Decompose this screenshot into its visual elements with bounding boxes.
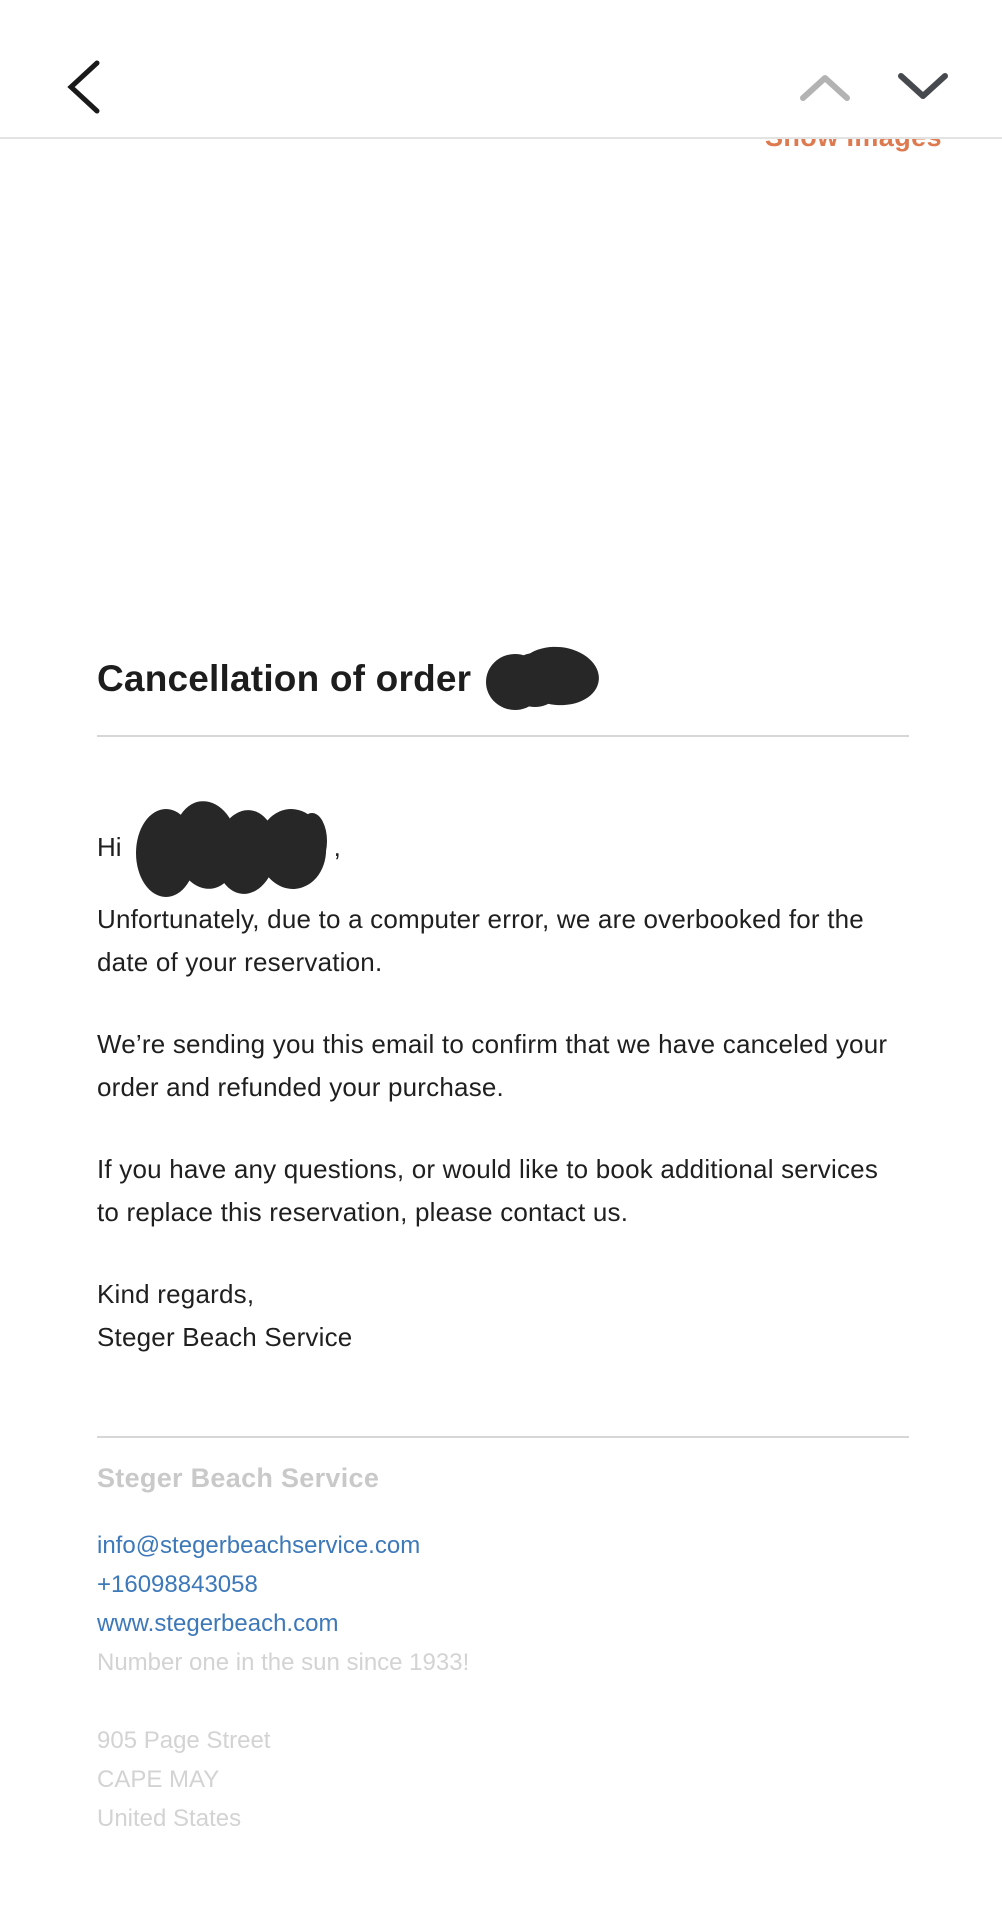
address-city: CAPE MAY [97, 1766, 220, 1793]
greeting-text: Hi [97, 832, 122, 862]
address-country: United States [97, 1805, 242, 1832]
email-subject [97, 643, 957, 715]
signoff-block [97, 1273, 899, 1359]
subject-divider [97, 735, 909, 737]
back-button[interactable] [50, 50, 112, 124]
signoff-text: Kind regards, [97, 1279, 255, 1309]
redacted-order-number [485, 646, 600, 712]
email-subject-text: Cancellation of order [97, 658, 472, 699]
body-paragraph-1: Unfortunately, due to a computer error, we are overbooked for the date of your reservation. [97, 904, 864, 977]
footer-address [97, 1721, 270, 1838]
signature-text: Steger Beach Service [97, 1322, 353, 1352]
body-paragraph-2: We’re sending you this email to confirm that we have canceled your order and refunded your purchase. [97, 1029, 888, 1102]
footer-phone-link[interactable]: +16098843058 [97, 1571, 258, 1598]
greeting-punctuation: , [333, 832, 341, 862]
next-message-button[interactable] [890, 62, 956, 112]
back-icon [59, 59, 103, 115]
chevron-up-icon [798, 70, 852, 104]
address-street: 905 Page Street [97, 1727, 271, 1754]
top-navigation-bar [0, 0, 1002, 139]
greeting-line [97, 795, 341, 899]
footer-email-link[interactable]: info@stegerbeachservice.com [97, 1532, 421, 1559]
footer-tagline: Number one in the sun since 1933! [97, 1649, 470, 1676]
previous-message-button[interactable] [792, 62, 858, 112]
footer-website-link[interactable]: www.stegerbeach.com [97, 1610, 339, 1637]
redacted-recipient-name [134, 797, 330, 901]
footer-company-name: Steger Beach Service [97, 1463, 380, 1493]
footer-divider [97, 1436, 909, 1438]
chevron-down-icon [896, 70, 950, 104]
footer-contact-links [97, 1526, 469, 1682]
body-paragraph-3: If you have any questions, or would like to book additional services to replace this reservation, please contact us. [97, 1154, 879, 1227]
